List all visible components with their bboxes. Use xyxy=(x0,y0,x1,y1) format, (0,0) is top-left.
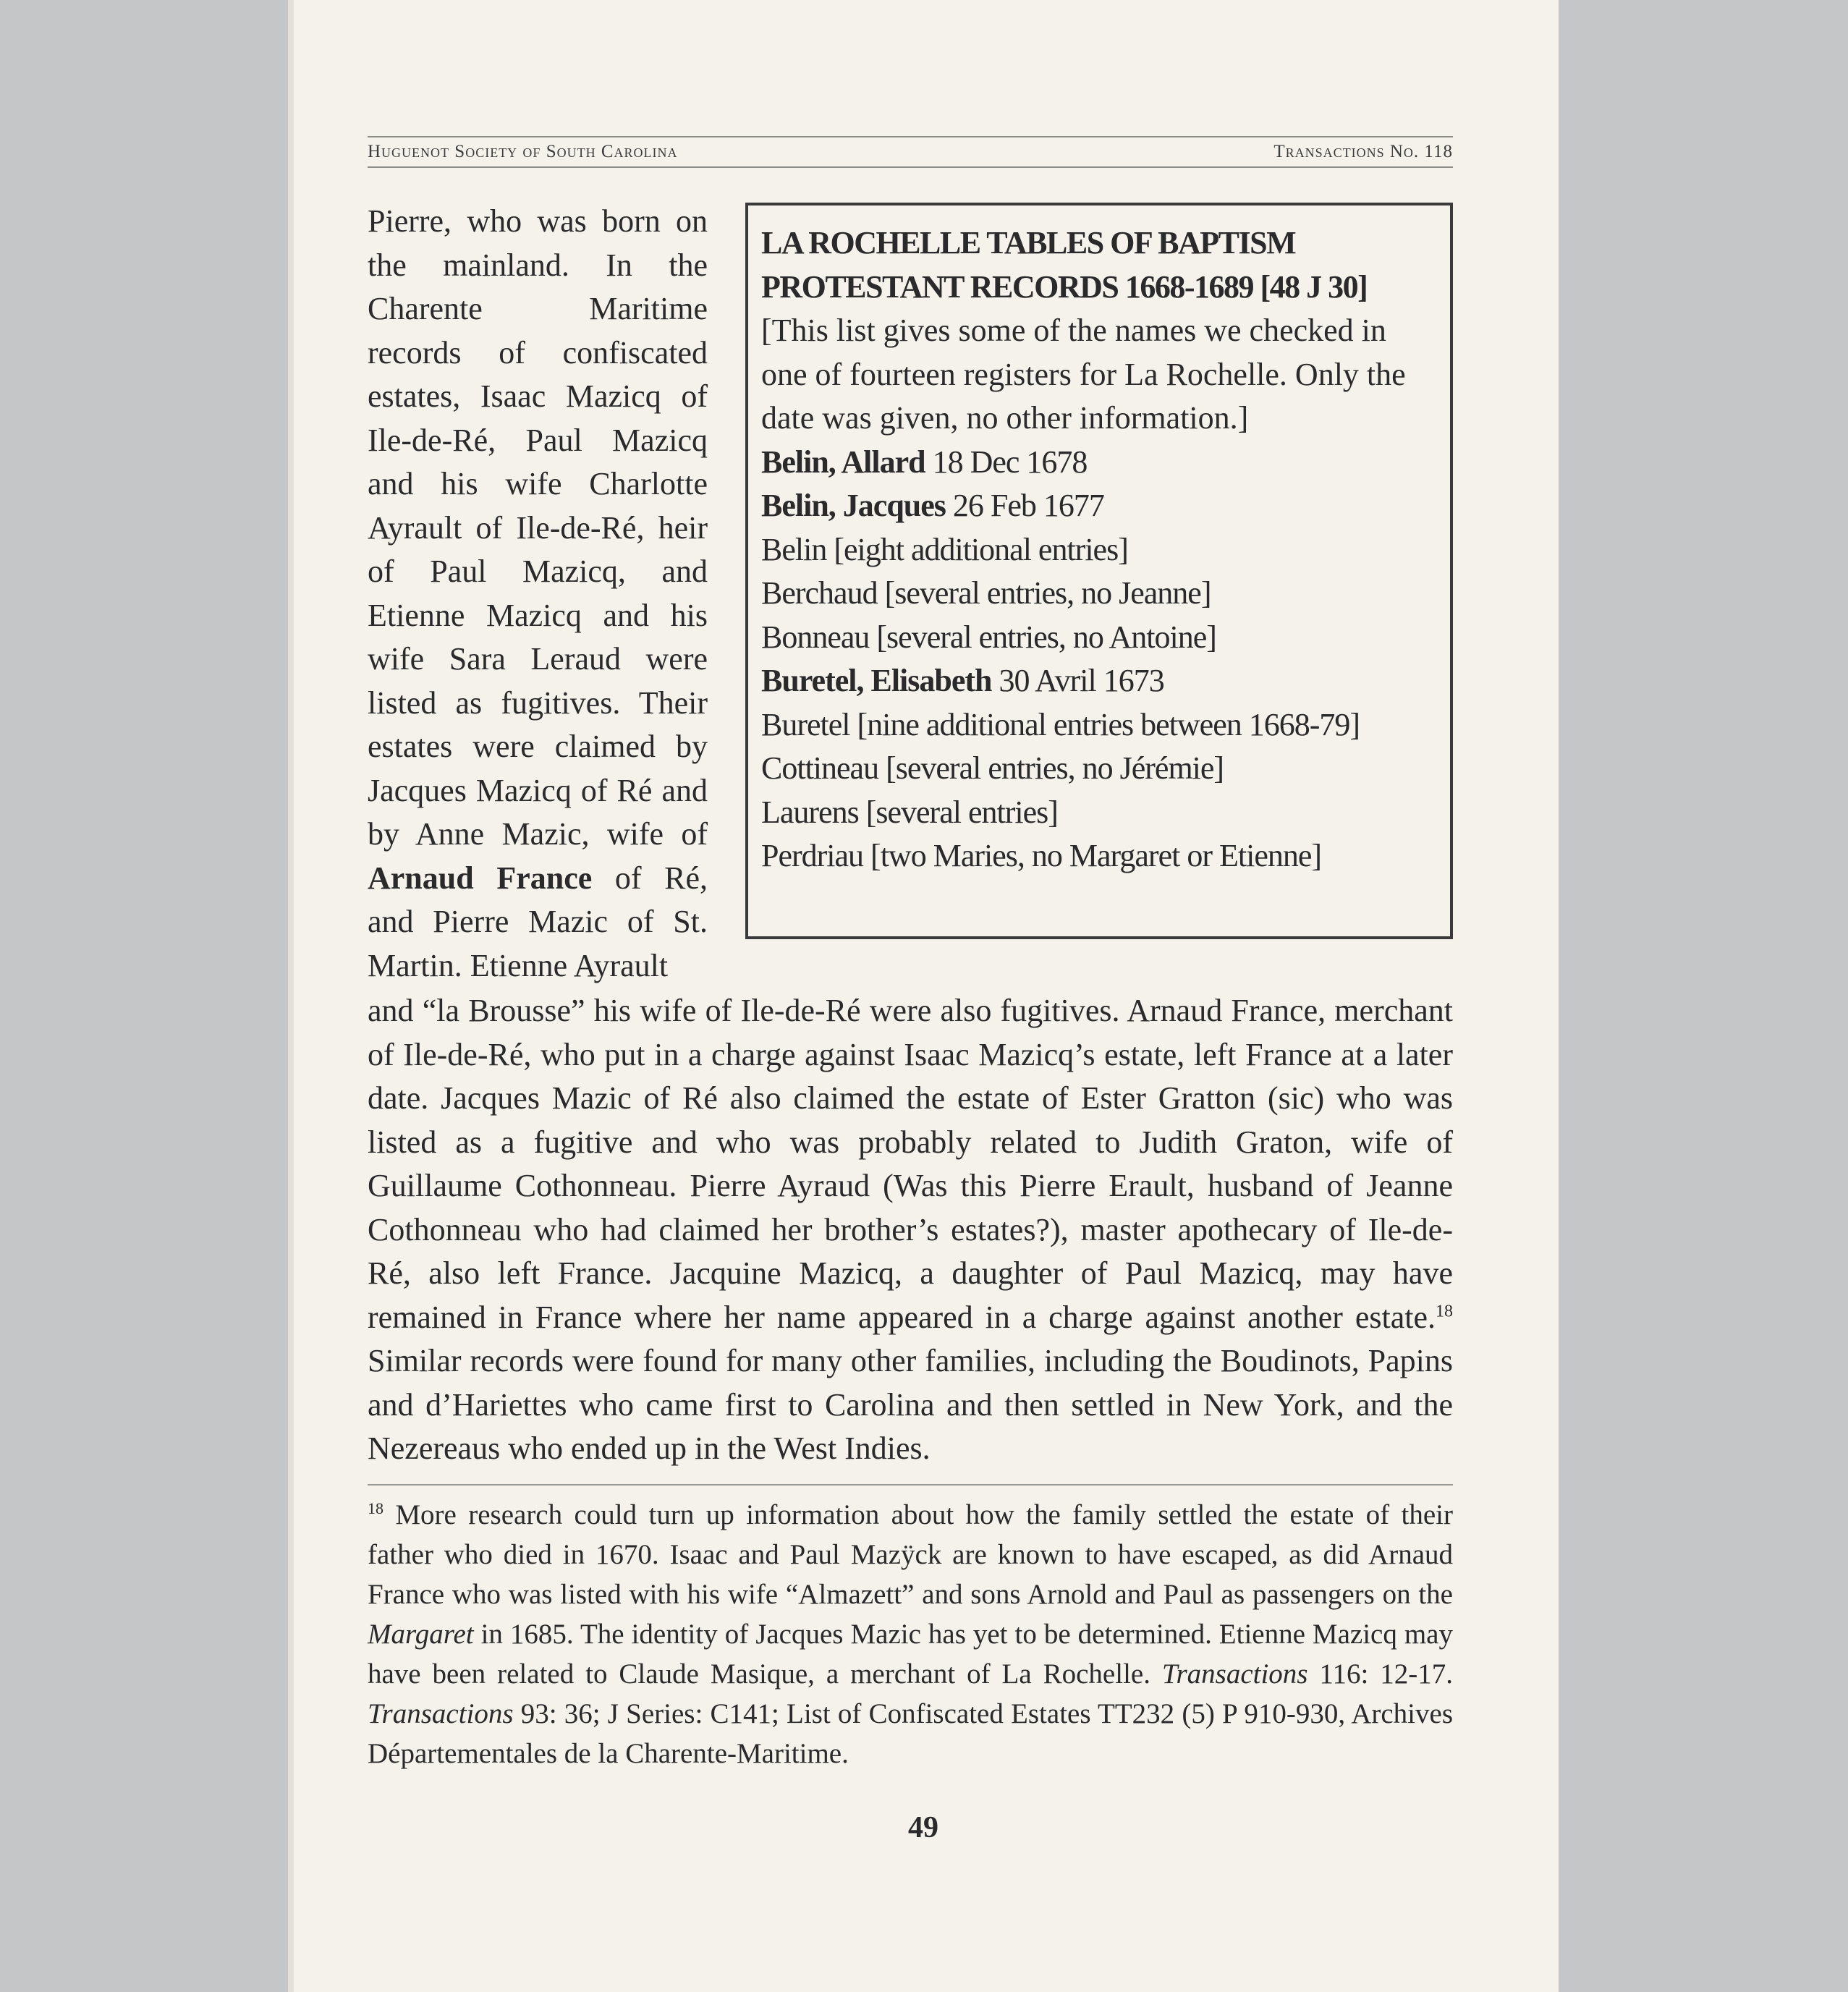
entry-text: Belin [eight additional entries] xyxy=(761,531,1128,567)
running-head xyxy=(368,136,1453,168)
running-head-left: Huguenot Society of South Carolina xyxy=(368,142,678,161)
sidebar-entry xyxy=(761,791,1437,835)
sidebar-entry xyxy=(761,484,1437,528)
baptism-records-sidebar xyxy=(745,203,1453,939)
body-text-start: and “la Brousse” his wife of Ile-de-Ré were also fugitives. Arnaud France, merchant of Ile-de-Ré, who put in a charge against Isaac Mazicq’s estate, left France at a later date. Jacques Mazic of Ré also claimed the estate of Ester Gratton (sic) who was listed as a fugitive and who was probably related to Judith Graton, wife of Guillaume Cothonneau. Pierre Ayraud (Was this Pierre Erault, husband of Jeanne Cothonneau who had claimed her brother’s estates?), master apothecary of Ile-de-Ré, also left France. Jacquine Mazicq, a daughter of Paul Mazicq, may have remained in France where her name appeared in a charge against another estate. xyxy=(368,993,1453,1335)
entry-text: 18 Dec 1678 xyxy=(925,444,1088,480)
sidebar-entry xyxy=(761,747,1437,791)
footnote-reference: 18 xyxy=(1436,1301,1453,1321)
page-number: 49 xyxy=(908,1811,938,1844)
footnote-text: 116: 12-17. xyxy=(1307,1658,1453,1690)
entry-text: Laurens [several entries] xyxy=(761,794,1058,830)
journal-title: Transactions xyxy=(1161,1658,1308,1690)
sidebar-entry xyxy=(761,834,1437,878)
entry-text: Buretel [nine additional entries between 1668-79] xyxy=(761,706,1360,742)
column-bold-name: Arnaud France xyxy=(368,860,593,896)
entry-name: Belin, Jacques xyxy=(761,488,946,523)
running-head-right: Transactions No. 118 xyxy=(1273,142,1453,161)
ship-name: Margaret xyxy=(368,1619,474,1650)
entry-text: Berchaud [several entries, no Jeanne] xyxy=(761,575,1211,611)
entry-text: Cottineau [several entries, no Jérémie] xyxy=(761,750,1224,786)
sidebar-entry xyxy=(761,616,1437,660)
footnote-text: in 1685. The identity of Jacques Mazic has yet to be determined. Etienne Mazicq may have been related to Claude Masique, a merchant of La Rochelle. xyxy=(368,1619,1453,1690)
column-text-start: Pierre, who was born on the mainland. In the Charente Maritime records of confiscated estates, Isaac Mazicq of Ile-de-Ré, Paul Mazicq and his wife Charlotte Ayrault of Ile-de-Ré, heir of Paul Mazicq, and Etienne Mazicq and his wife Sara Leraud were listed as fugitives. Their estates were claimed by Jacques Mazicq of Ré and by Anne Mazic, wife of xyxy=(368,203,708,852)
sidebar-intro: [This list gives some of the names we checked in one of fourteen registers for La Rochelle. Only the date was given, no other information.] xyxy=(761,313,1406,436)
column-text-end: of Ré, and Pierre Mazic of St. Martin. Etienne Ayrault xyxy=(368,860,708,983)
entry-text: Bonneau [several entries, no Antoine] xyxy=(761,619,1216,655)
entry-name: Buretel, Elisabeth xyxy=(761,663,992,698)
footnote xyxy=(368,1495,1453,1773)
footnote-text: More research could turn up information about how the family settled the estate of their father who died in 1670. Isaac and Paul Mazÿck are known to have escaped, as did Arnaud France who was listed with his wife “Almazett” and sons Arnold and Paul as passengers on the xyxy=(368,1499,1453,1610)
sidebar-entry xyxy=(761,528,1437,572)
entry-name: Belin, Allard xyxy=(761,444,925,480)
sidebar-entry xyxy=(761,441,1437,485)
book-page xyxy=(288,0,1559,1992)
page-gutter-edge xyxy=(288,0,294,1992)
left-column-text xyxy=(368,200,708,988)
entry-text: 30 Avril 1673 xyxy=(991,663,1164,698)
sidebar-entry xyxy=(761,572,1437,616)
entry-text: Perdriau [two Maries, no Margaret or Etienne] xyxy=(761,838,1322,873)
footnote-divider xyxy=(368,1484,1453,1485)
sidebar-entry xyxy=(761,703,1437,747)
entry-text: 26 Feb 1677 xyxy=(945,488,1104,523)
footnote-number: 18 xyxy=(368,1499,383,1517)
footnote-text: 93: 36; J Series: C141; List of Confiscated Estates TT232 (5) P 910-930, Archives Départementales de la Charente-Maritime. xyxy=(368,1698,1453,1769)
sidebar-entry xyxy=(761,659,1437,703)
sidebar-title: LA ROCHELLE TABLES OF BAPTISM PROTESTANT RECORDS 1668-1689 [48 J 30] xyxy=(761,225,1368,305)
body-text-end: Similar records were found for many other families, including the Boudinots, Papins and d’Hariettes who came first to Carolina and then settled in New York, and the Nezereaus who ended up in the West Indies. xyxy=(368,1343,1453,1466)
journal-title: Transactions xyxy=(368,1698,514,1729)
body-paragraph xyxy=(368,989,1453,1471)
